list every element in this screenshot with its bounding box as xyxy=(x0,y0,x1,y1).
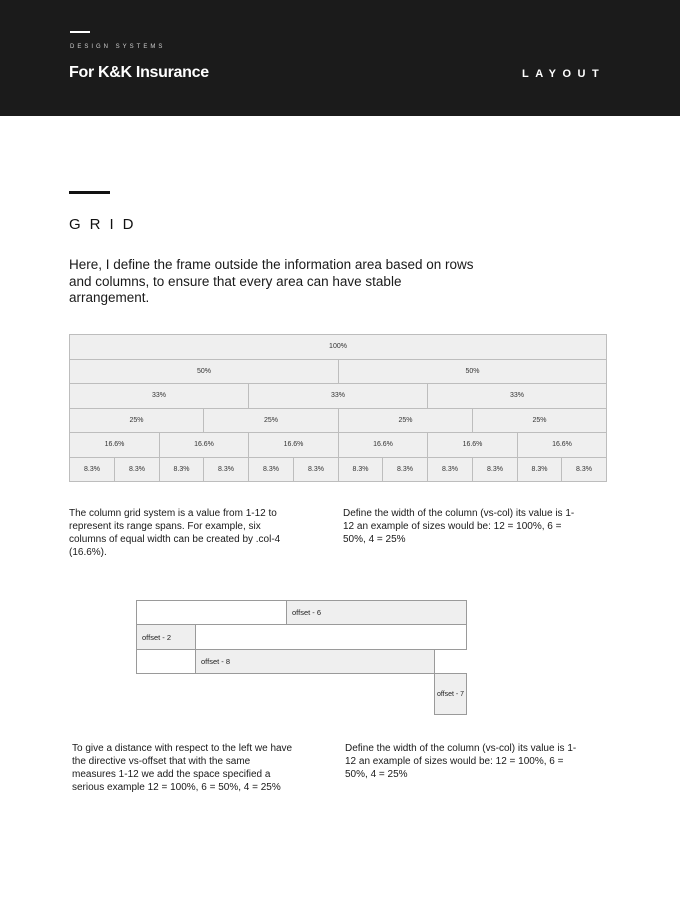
grid-cell-row6-col11: 8.3% xyxy=(517,457,562,483)
grid-cell-row6-col7: 8.3% xyxy=(338,457,383,483)
column-grid-diagram xyxy=(69,334,606,482)
grid-cell-row3-col3: 33% xyxy=(427,383,607,409)
grid-cell-row5-col4: 16.6% xyxy=(338,432,428,458)
brand-title: For K&K Insurance xyxy=(69,64,209,81)
grid-cell-row4-col4: 25% xyxy=(472,408,607,434)
grid-cell-row6-col6: 8.3% xyxy=(293,457,339,483)
grid-cell-row6-col4: 8.3% xyxy=(203,457,249,483)
offset-spacer-8 xyxy=(136,649,196,674)
offset-spacer-6 xyxy=(136,600,287,625)
grid-cell-row2-col1: 50% xyxy=(69,359,339,385)
grid-cell-row6-col12: 8.3% xyxy=(561,457,607,483)
grid-cell-row2-col2: 50% xyxy=(338,359,607,385)
grid-cell-row6-col1: 8.3% xyxy=(69,457,115,483)
offset-7-block: offset - 7 xyxy=(434,673,467,715)
offset-text-right: Define the width of the column (vs-col) its value is 1-12 an example of sizes would be: 12 = 100%, 6 = 50%, 4 = 25% xyxy=(345,743,577,780)
grid-cell-row4-col3: 25% xyxy=(338,408,473,434)
grid-cell-row6-col5: 8.3% xyxy=(248,457,294,483)
grid-cell-row5-col2: 16.6% xyxy=(159,432,249,458)
grid-text-left: The column grid system is a value from 1-12 to represent its range spans. For example, six columns of equal width can be created by .col-4 (16.6%). xyxy=(69,508,281,558)
grid-cell-row6-col9: 8.3% xyxy=(427,457,473,483)
page-header xyxy=(0,0,680,116)
grid-cell-row3-col2: 33% xyxy=(248,383,428,409)
grid-cell-row6-col3: 8.3% xyxy=(159,457,204,483)
grid-cell-row5-col3: 16.6% xyxy=(248,432,339,458)
header-dash xyxy=(70,31,90,33)
grid-cell-row5-col5: 16.6% xyxy=(427,432,518,458)
offset-text-left: To give a distance with respect to the left we have the directive vs-offset that with the same measures 1-12 we add the space specified a serious example 12 = 100%, 6 = 50%, 4 = 25% xyxy=(72,743,293,793)
grid-cell-row5-col1: 16.6% xyxy=(69,432,160,458)
grid-cell-row3-col1: 33% xyxy=(69,383,249,409)
grid-cell-row6-col8: 8.3% xyxy=(382,457,428,483)
grid-cell-row4-col1: 25% xyxy=(69,408,204,434)
offset-8-block: offset - 8 xyxy=(195,649,435,674)
grid-cell-row4-col2: 25% xyxy=(203,408,339,434)
grid-cell-row6-col2: 8.3% xyxy=(114,457,160,483)
grid-cell-row6-col10: 8.3% xyxy=(472,457,518,483)
grid-cell-row5-col6: 16.6% xyxy=(517,432,607,458)
section-rule xyxy=(69,191,110,194)
header-eyebrow: DESIGN SYSTEMS xyxy=(70,44,166,50)
grid-cell-row1-col1: 100% xyxy=(69,334,607,360)
offset-6-block: offset - 6 xyxy=(286,600,467,625)
grid-intro: Here, I define the frame outside the information area based on rows and columns, to ensure that every area can have stable arrangement. xyxy=(69,257,474,305)
grid-text-right: Define the width of the column (vs-col) its value is 1-12 an example of sizes would be: 12 = 100%, 6 = 50%, 4 = 25% xyxy=(343,508,575,545)
offset-2-block: offset - 2 xyxy=(136,624,196,650)
section-label: LAYOUT xyxy=(522,68,606,80)
offset-2-content xyxy=(195,624,467,650)
grid-title: GRID xyxy=(69,216,143,233)
